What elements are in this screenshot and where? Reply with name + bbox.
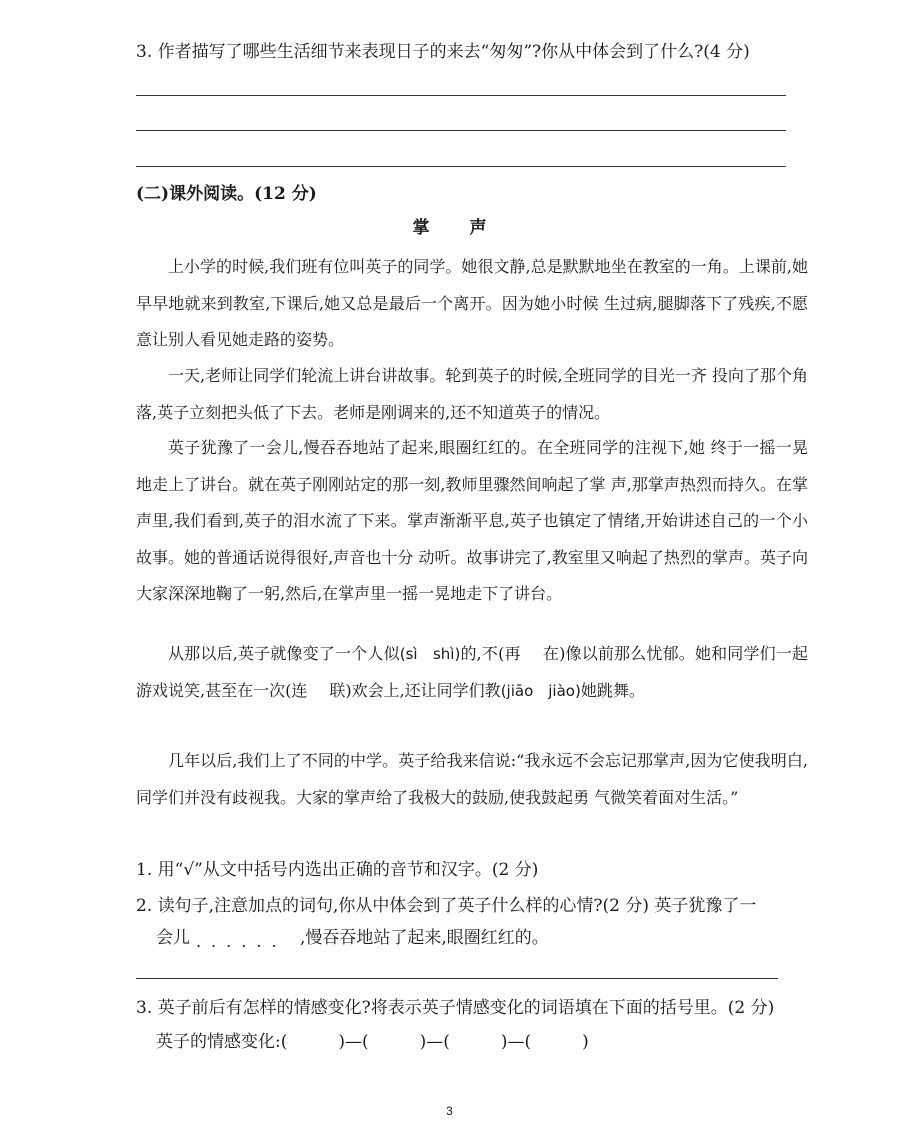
pinyin-choice-jiao[interactable]: (jiāo jiào) (500, 681, 581, 700)
paragraph-1: 上小学的时候,我们班有位叫英子的同学。她很文静,总是默默地坐在教室的一角。上课前,她早早地就来到教室,下课后,她又总是最后一个离开。因为她小时候 生过病,腿脚落下了残疾,不愿意让别人看见她走路的姿势。 (136, 257, 808, 349)
answer-line[interactable] (136, 95, 786, 96)
paragraph-5: 几年以后,我们上了不同的中学。英子给我来信说:“我永远不会忘记那掌声,因为它使我明白,同学们并没有歧视我。大家的掌声给了我极大的鼓励,使我鼓起勇 气微笑着面对生活。” (136, 751, 808, 807)
emphasis-dots: ...... (196, 932, 287, 951)
pinyin-choice-shi[interactable]: (sì shì) (399, 645, 461, 663)
paragraph-3: 英子犹豫了一会儿,慢吞吞地站了起来,眼圈红红的。在全班同学的注视下,她 终于一摇一晃地走上了讲台。就在英子刚刚站定的那一刻,教师里骤然间响起了掌 声,那掌声热烈而持久。在掌声里,我们看到,英子的泪水流了下来。掌声渐渐平息,英子也镇定了情绪,开始讲述自己的一个小故事。她的普通话说得很好,声音也十分 动听。故事讲完了,教室里又响起了热烈的掌声。英子向大家深深地鞠了一躬,然后,在掌声里一摇一晃地走下了讲台。 (136, 438, 808, 603)
char-choice-zai-1[interactable]: (再 (498, 644, 521, 663)
emotion-blanks[interactable]: ( )—( )—( )—( ) (280, 1032, 589, 1052)
question-1: 1. 用“√”从文中括号内选出正确的音节和汉字。(2 分) (136, 860, 539, 880)
paragraph-2: 一天,老师让同学们轮流上讲台讲故事。轮到英子的时候,全班同学的目光一齐 投向了那个角落,英子立刻把头低了下去。老师是刚调来的,还不知道英子的情况。 (136, 366, 808, 422)
answer-line[interactable] (136, 130, 786, 131)
page-number: 3 (446, 1104, 453, 1118)
question-3-top: 3. 作者描写了哪些生活细节来表现日子的来去“匆匆”?你从中体会到了什么?(4 分) (136, 42, 750, 62)
answer-line[interactable] (136, 978, 778, 979)
section-heading: (二)课外阅读。(12 分) (136, 184, 317, 204)
p4-text: 像以前那么忧郁。她和同学们一起游戏说笑,甚至在一次 (136, 644, 809, 700)
emotion-change-row (156, 1030, 816, 1054)
article-title: 掌声 (412, 218, 527, 238)
emotion-label: 英子的情感变化: (156, 1032, 281, 1052)
q2-quote-part: ,慢吞吞地站了起来,眼圈红红的。 (300, 928, 549, 948)
question-2: 2. 读句子,注意加点的词句,你从中体会到了英子什么样的心情?(2 分) 英子犹豫了一 (136, 896, 757, 916)
p4-text: 从那以后,英子就像变了一个人似 (168, 644, 400, 663)
paragraph-4 (136, 636, 808, 709)
p4-text: 的,不 (460, 644, 499, 663)
p4-text: 她跳舞。 (580, 680, 645, 700)
answer-line[interactable] (136, 166, 786, 167)
question-3: 3. 英子前后有怎样的情感变化?将表示英子情感变化的词语填在下面的括号里。(2 分) (136, 998, 775, 1018)
char-choice-lian-1[interactable]: (连 (285, 680, 308, 700)
char-choice-zai-2[interactable]: 在) (542, 644, 566, 663)
char-choice-lian-2[interactable]: 联) (329, 680, 352, 700)
p4-text: 欢会上,还让同学们教 (351, 680, 501, 700)
q2-quote-part: 会儿 (156, 928, 190, 948)
